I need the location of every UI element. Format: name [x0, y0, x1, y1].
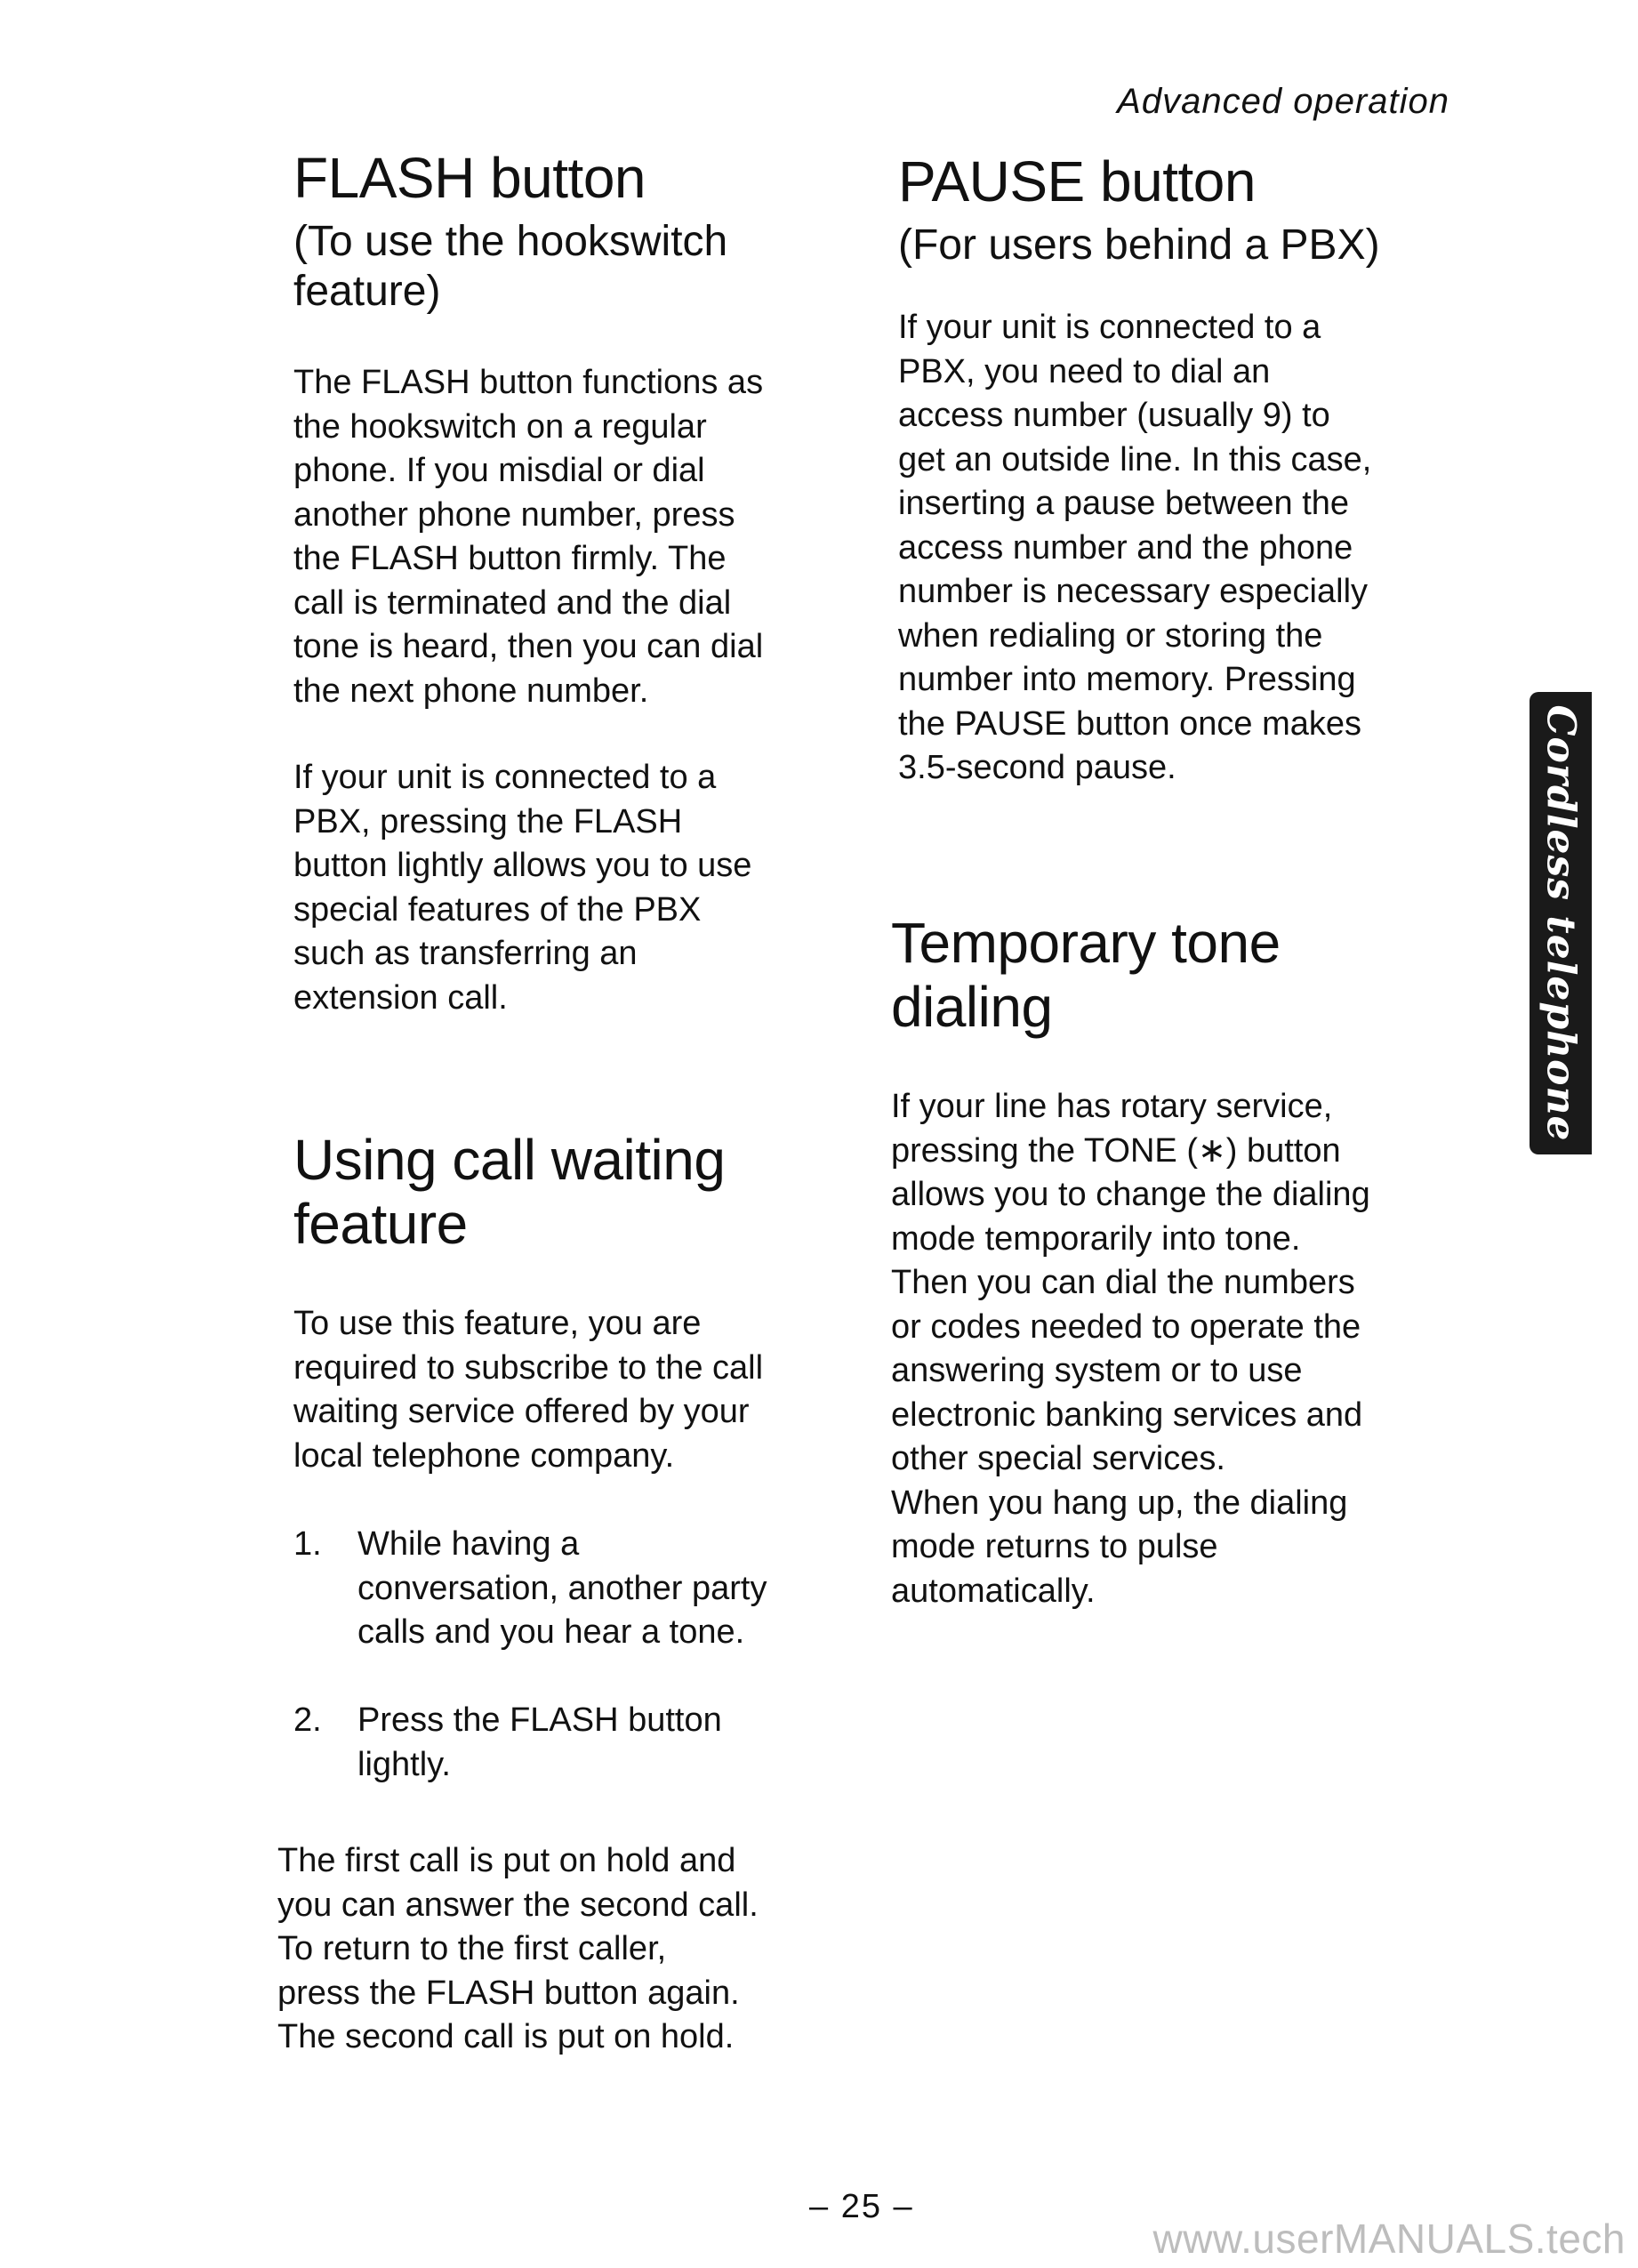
pause-paragraph: If your unit is connected to a PBX, you need to dial an access number (usually 9) to get an outside line. In this case, inserting a pause between the access number and the phone number is necessary especially when redialing or storing the number into memory. Pressing the PAUSE button once makes 3.5-second pause.	[898, 309, 1372, 786]
step-number: 1.	[293, 1525, 322, 1563]
pause-subtitle: (For users behind a PBX)	[898, 221, 1380, 269]
flash-title: FLASH button	[293, 146, 646, 210]
flash-paragraph-1: The FLASH button functions as the hookswitch on a regular phone. If you misdial or dial another phone number, press the FLASH button firmly. The call is terminated and the dial tone is heard, then you can dial the next phone number.	[293, 364, 764, 710]
pause-section	[898, 149, 1467, 791]
tone-dialing-section	[891, 911, 1467, 1613]
page-number: – 25 –	[809, 2188, 914, 2225]
call-waiting-outro: The first call is put on hold and you can answer the second call. To return to the first caller, press the FLASH button again. The second call is put on hold.	[277, 1842, 759, 2055]
tone-dialing-paragraph: If your line has rotary service, pressing the TONE (∗) button allows you to change the dialing mode temporarily into tone. Then you can dial the numbers or codes needed to operate the answering system or to use electronic banking services and other special services. When you hang up, the dialing mode returns to pulse automatically.	[891, 1088, 1370, 1610]
call-waiting-title: Using call waiting feature	[293, 1128, 726, 1256]
flash-subtitle: (To use the hookswitch feature)	[293, 218, 728, 315]
call-waiting-intro: To use this feature, you are required to subscribe to the call waiting service offered by your local telephone company.	[293, 1305, 764, 1475]
running-head: Advanced operation	[1117, 82, 1449, 121]
tone-dialing-title: Temporary tone dialing	[891, 911, 1281, 1039]
list-item	[293, 1523, 827, 1655]
step-text: While having a conversation, another party calls and you hear a tone.	[357, 1525, 767, 1651]
step-text: Press the FLASH button lightly.	[357, 1701, 722, 1783]
section-tab	[1530, 692, 1592, 1154]
section-tab-label: Cordless telephone	[1538, 704, 1584, 1142]
call-waiting-section	[293, 1128, 827, 1478]
pause-title: PAUSE button	[898, 149, 1256, 213]
watermark: www.userMANUALS.tech	[1152, 2216, 1626, 2262]
list-item	[293, 1699, 827, 1787]
step-number: 2.	[293, 1701, 322, 1739]
flash-section	[293, 146, 827, 1020]
flash-paragraph-2: If your unit is connected to a PBX, pressing the FLASH button lightly allows you to use special features of the PBX such as transferring an extension call.	[293, 759, 752, 1017]
